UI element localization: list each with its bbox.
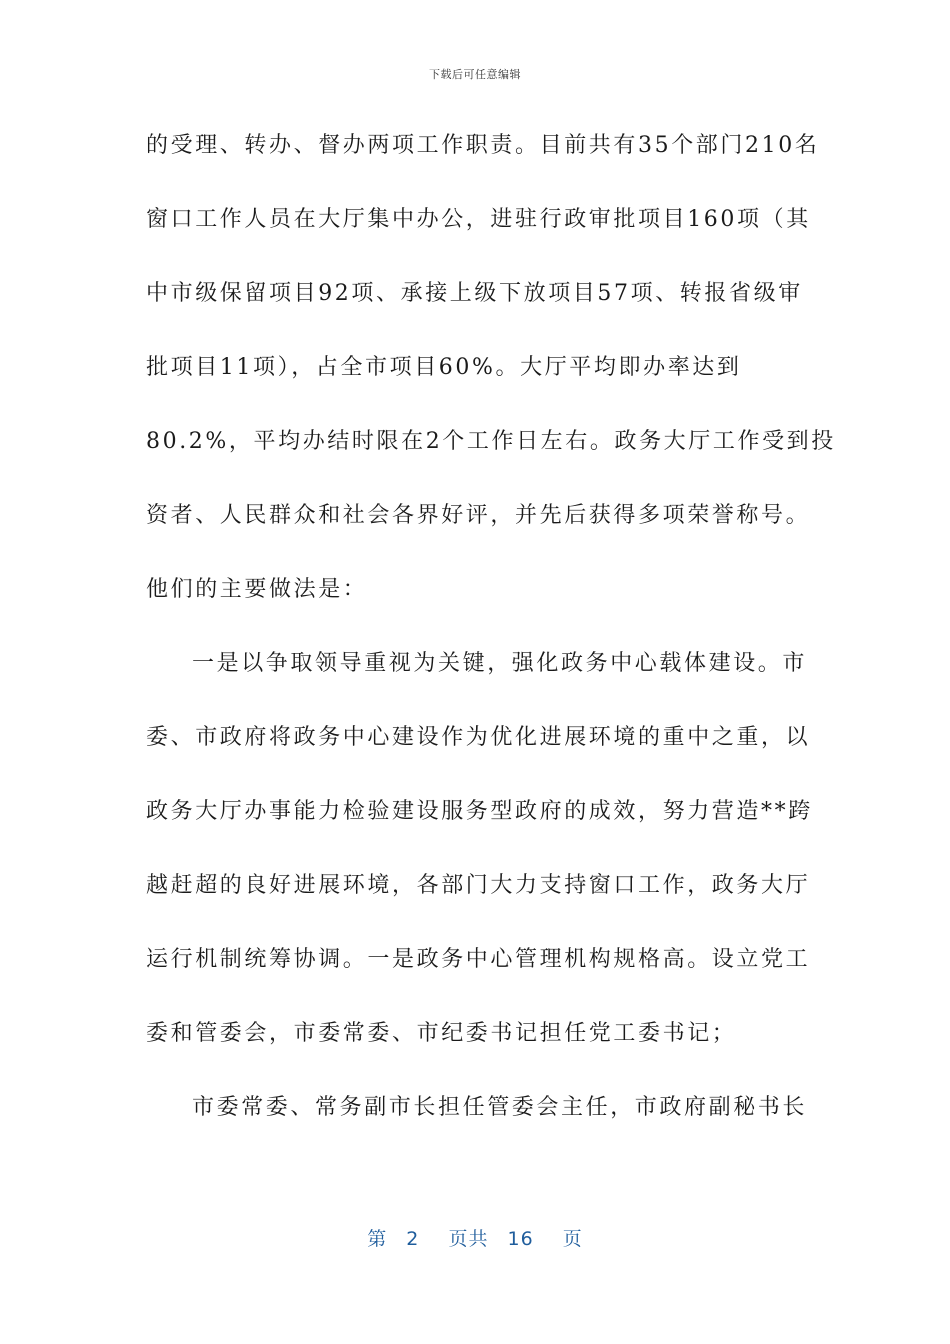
text-line: 越赶超的良好进展环境，各部门大力支持窗口工作，政务大厅 — [146, 873, 811, 898]
paragraph-start-line: 一是以争取领导重视为关键，强化政务中心载体建设。市 — [192, 651, 808, 676]
paragraph-start-line: 市委常委、常务副市长担任管委会主任，市政府副秘书长 — [192, 1095, 808, 1120]
footer-total-pages: 16 — [507, 1228, 534, 1250]
footer-middle: 页共 — [448, 1228, 489, 1250]
text-line: 运行机制统筹协调。一是政务中心管理机构规格高。设立党工 — [146, 947, 811, 972]
header-note: 下载后可任意编辑 — [429, 68, 521, 81]
text-line: 批项目11项），占全市项目60%。大厅平均即办率达到 — [146, 355, 742, 380]
document-body — [146, 122, 836, 1158]
footer-suffix: 页 — [562, 1228, 583, 1250]
page-header — [0, 66, 950, 82]
text-line: 中市级保留项目92项、承接上级下放项目57项、转报省级审 — [146, 281, 803, 306]
text-line: 窗口工作人员在大厅集中办公，进驻行政审批项目160项（其 — [146, 207, 811, 232]
footer-prefix: 第 — [367, 1228, 388, 1250]
text-line: 他们的主要做法是： — [146, 577, 368, 602]
text-line: 的受理、转办、督办两项工作职责。目前共有35个部门210名 — [146, 133, 820, 158]
text-line: 委和管委会，市委常委、市纪委书记担任党工委书记； — [146, 1021, 737, 1046]
footer-page-number: 2 — [406, 1228, 420, 1250]
text-line: 委、市政府将政务中心建设作为优化进展环境的重中之重，以 — [146, 725, 811, 750]
text-line: 资者、人民群众和社会各界好评，并先后获得多项荣誉称号。 — [146, 503, 811, 528]
page-footer — [0, 1224, 950, 1251]
text-line: 政务大厅办事能力检验建设服务型政府的成效，努力营造**跨 — [146, 799, 813, 824]
text-line: 80.2%，平均办结时限在2个工作日左右。政务大厅工作受到投 — [146, 429, 836, 454]
